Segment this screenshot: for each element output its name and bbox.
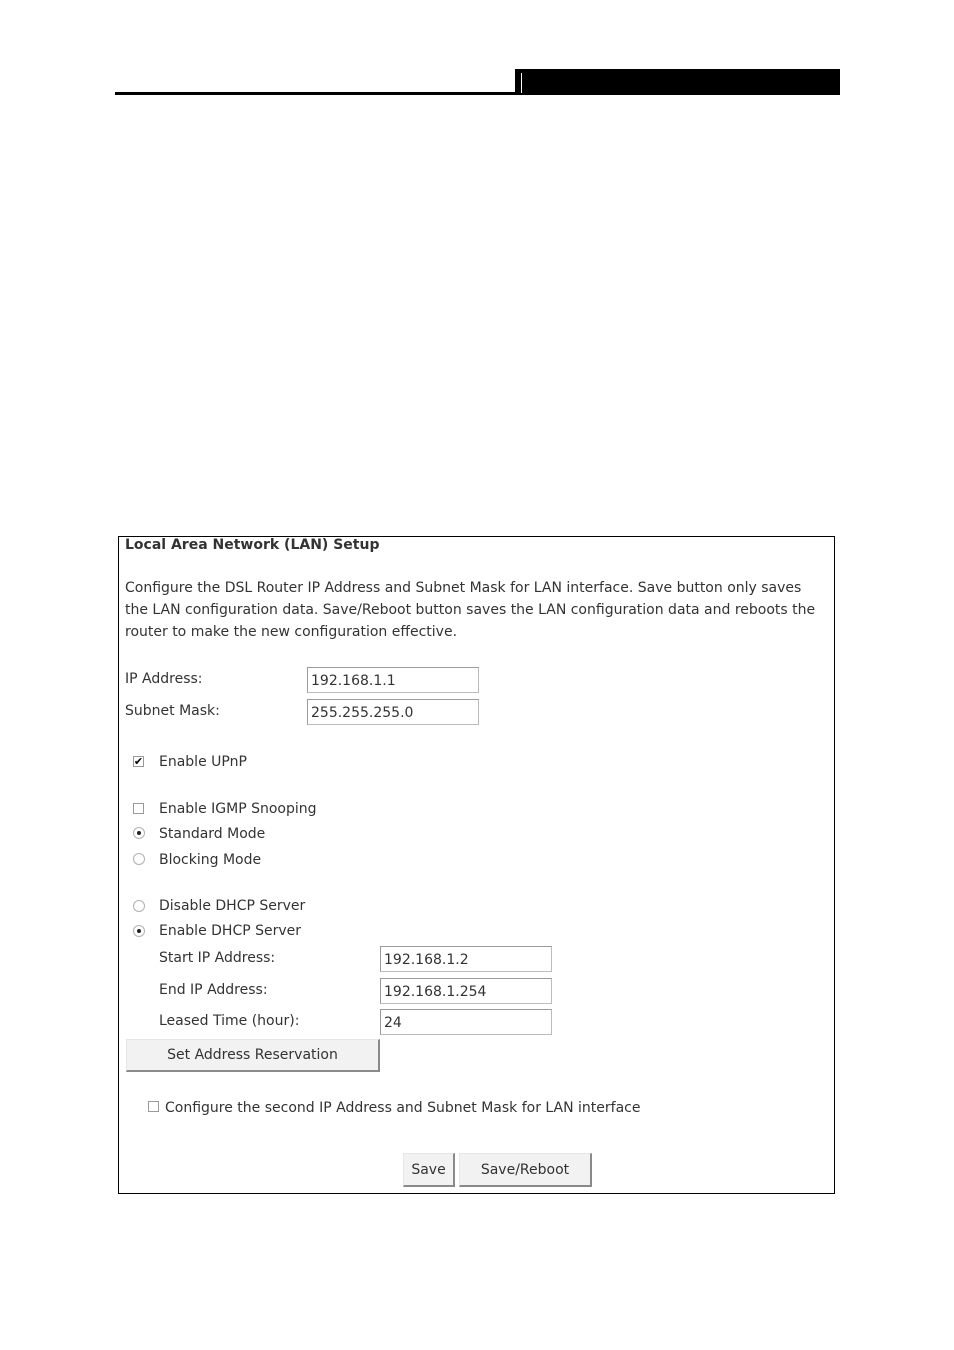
radio-selected-dot: [137, 831, 141, 835]
blocking-mode-label: Blocking Mode: [159, 852, 262, 868]
standard-mode-label: Standard Mode: [159, 826, 266, 842]
save-button[interactable]: Save: [403, 1153, 455, 1187]
enable-dhcp-radio[interactable]: [133, 925, 145, 937]
standard-mode-radio[interactable]: [133, 827, 145, 839]
ip-address-input[interactable]: [307, 667, 479, 693]
end-ip-label: End IP Address:: [159, 982, 268, 998]
checkmark-icon: ✔: [133, 755, 144, 768]
ip-address-label: IP Address:: [125, 671, 203, 687]
end-ip-input[interactable]: [380, 978, 552, 1004]
leased-time-input[interactable]: [380, 1009, 552, 1035]
enable-igmp-label: Enable IGMP Snooping: [159, 801, 317, 817]
second-ip-label: Configure the second IP Address and Subnet Mask for LAN interface: [165, 1100, 641, 1116]
lan-setup-panel: [118, 536, 835, 1194]
enable-upnp-label: Enable UPnP: [159, 754, 247, 770]
blocking-mode-radio[interactable]: [133, 853, 145, 865]
header-rule: [115, 92, 515, 95]
disable-dhcp-radio[interactable]: [133, 900, 145, 912]
set-address-reservation-button[interactable]: Set Address Reservation: [126, 1039, 380, 1072]
save-reboot-button[interactable]: Save/Reboot: [459, 1153, 592, 1187]
start-ip-label: Start IP Address:: [159, 950, 276, 966]
enable-dhcp-label: Enable DHCP Server: [159, 923, 302, 939]
radio-selected-dot: [137, 929, 141, 933]
header-bar: [515, 69, 840, 95]
enable-upnp-checkbox[interactable]: [133, 756, 144, 767]
panel-title: Local Area Network (LAN) Setup: [125, 537, 380, 553]
start-ip-input[interactable]: [380, 946, 552, 972]
second-ip-checkbox[interactable]: [148, 1101, 159, 1112]
disable-dhcp-label: Disable DHCP Server: [159, 898, 306, 914]
enable-igmp-checkbox[interactable]: [133, 803, 144, 814]
subnet-mask-label: Subnet Mask:: [125, 703, 220, 719]
header-bar-divider: [521, 73, 522, 93]
panel-description: Configure the DSL Router IP Address and Subnet Mask for LAN interface. Save button only saves the LAN configuration data. Save/Reboot button saves the LAN configuration data and reboots the router to make the new configuration effective.: [125, 580, 816, 640]
leased-time-label: Leased Time (hour):: [159, 1013, 300, 1029]
subnet-mask-input[interactable]: [307, 699, 479, 725]
